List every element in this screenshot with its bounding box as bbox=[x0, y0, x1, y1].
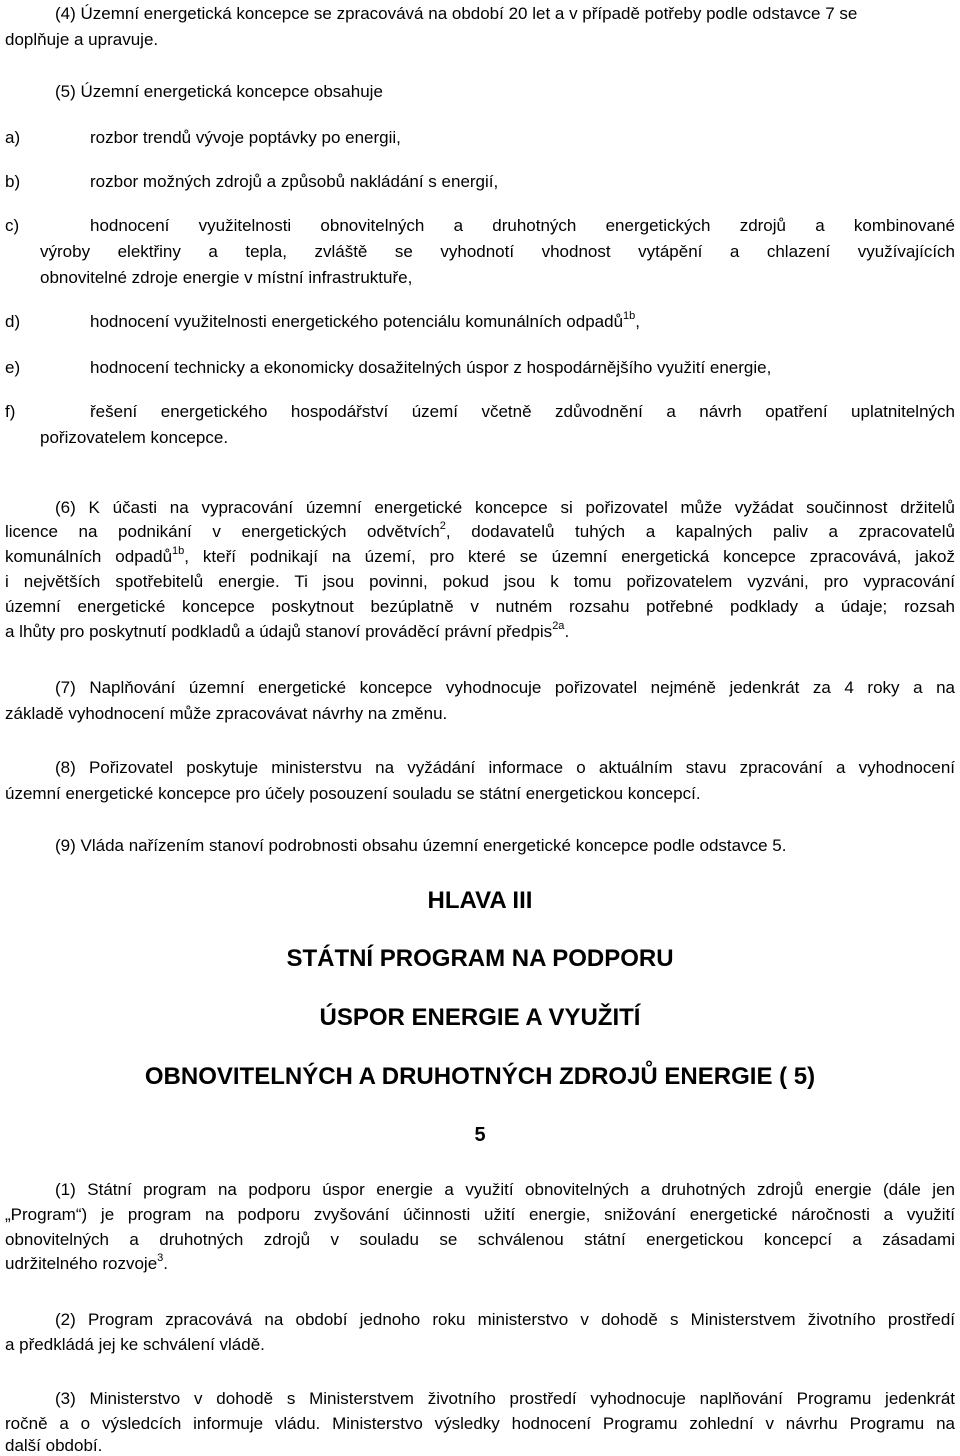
item-a-text: rozbor trendů vývoje poptávky po energii, bbox=[90, 128, 401, 147]
para-7-line-1: (7) Naplňování územní energetické koncepce vyhodnocuje pořizovatel nejméně jedenkrát za 4 roky a na bbox=[55, 678, 955, 697]
item-c-label: c) bbox=[5, 216, 20, 235]
item-f-label: f) bbox=[5, 402, 16, 421]
chapter-heading: HLAVA III bbox=[427, 887, 533, 914]
s5-para-3-line-2: ročně a o výsledcích informuje vládu. Ministerstvo výsledky hodnocení Programu zohlední v návrhu Programu na bbox=[5, 1414, 955, 1433]
para-6-line-2 bbox=[5, 522, 955, 542]
item-c-line-3: obnovitelné zdroje energie v místní infrastruktuře, bbox=[40, 268, 413, 287]
para-6-line-3a: komunálních odpadů bbox=[5, 547, 173, 566]
s5-para-1-line-3: obnovitelných a druhotných zdrojů v souladu se schválenou státní energetickou koncepcí a zásadami bbox=[5, 1230, 955, 1249]
item-f-line-2: pořizovatelem koncepce. bbox=[40, 428, 229, 447]
s5-para-3-line-1: (3) Ministerstvo v dohodě s Ministerstvem životního prostředí vyhodnocuje naplňování Programu jedenkrát bbox=[55, 1389, 955, 1408]
item-b-label: b) bbox=[5, 172, 21, 191]
s5-para-1-line-1: (1) Státní program na podporu úspor energie a využití obnovitelných a druhotných zdrojů energie (dále jen bbox=[55, 1180, 955, 1199]
para-5-intro: (5) Územní energetická koncepce obsahuje bbox=[55, 82, 383, 101]
item-f-line-1: řešení energetického hospodářství území včetně zdůvodnění a návrh opatření uplatnitelných bbox=[90, 402, 955, 421]
chapter-title-line-3: OBNOVITELNÝCH A DRUHOTNÝCH ZDROJŮ ENERGIE ( 5) bbox=[144, 1063, 816, 1090]
s5-para-3-line-3: další období. bbox=[5, 1436, 103, 1455]
footnote-ref-2: 2 bbox=[439, 520, 446, 533]
item-a-label: a) bbox=[5, 128, 21, 147]
para-6-line-5: územní energetické koncepce poskytnout bezúplatně v nutném rozsahu potřebné podklady a údaje; rozsah bbox=[5, 597, 955, 616]
item-d-tail: , bbox=[635, 312, 641, 331]
item-b-text: rozbor možných zdrojů a způsobů nakládání s energií, bbox=[90, 172, 499, 191]
item-d-body: hodnocení využitelnosti energetického potenciálu komunálních odpadů bbox=[90, 312, 624, 331]
para-6-line-2b: , dodavatelů tuhých a kapalných paliv a zpracovatelů bbox=[445, 522, 955, 541]
s5-para-1-line-2: „Program“) je program na podporu zvyšování účinnosti užití energie, snižování energetické náročnosti a využití bbox=[5, 1205, 955, 1224]
para-6-line-3b: , kteří podnikají na území, pro které se územní energetická koncepce zpracovává, jakož bbox=[184, 547, 955, 566]
s5-para-1-line-4 bbox=[5, 1254, 168, 1274]
para-6-line-4: i největších spotřebitelů energie. Ti jsou povinni, pokud jsou k tomu pořizovatelem vyzváni, pro vypracování bbox=[5, 572, 955, 591]
footnote-ref-1b: 1b bbox=[623, 310, 636, 323]
item-c-line-1: hodnocení využitelnosti obnovitelných a druhotných energetických zdrojů a kombinované bbox=[90, 216, 955, 235]
para-6-line-6 bbox=[5, 622, 569, 642]
footnote-ref-2a: 2a bbox=[552, 620, 565, 633]
para-6-line-6a: a lhůty pro poskytnutí podkladů a údajů stanoví prováděcí právní předpis bbox=[5, 622, 553, 641]
s5-para-2-line-1: (2) Program zpracovává na období jednoho roku ministerstvo v dohodě s Ministerstvem životního prostředí bbox=[55, 1310, 955, 1329]
item-d-label: d) bbox=[5, 312, 21, 331]
para-6-line-2a: licence na podnikání v energetických odvětvích bbox=[5, 522, 440, 541]
s5-para-1-line-4a: udržitelného rozvoje bbox=[5, 1254, 158, 1273]
footnote-ref-1b: 1b bbox=[172, 545, 185, 558]
para-8-line-1: (8) Pořizovatel poskytuje ministerstvu na vyžádání informace o aktuálním stavu zpracování a vyhodnocení bbox=[55, 758, 955, 777]
para-6-line-6b: . bbox=[564, 622, 570, 641]
item-c-line-2: výroby elektřiny a tepla, zvláště se vyhodnotí vhodnost vytápění a chlazení využívajících bbox=[40, 242, 955, 261]
item-d-text bbox=[90, 312, 640, 332]
para-7-line-2: základě vyhodnocení může zpracovávat návrhy na změnu. bbox=[5, 704, 448, 723]
para-4-line-1: (4) Územní energetická koncepce se zpracovává na období 20 let a v případě potřeby podle odstavce 7 se bbox=[55, 4, 858, 23]
footnote-ref-3: 3 bbox=[157, 1252, 164, 1265]
item-e-text: hodnocení technicky a ekonomicky dosažitelných úspor z hospodárnějšího využití energie, bbox=[90, 358, 772, 377]
s5-para-1-line-4b: . bbox=[163, 1254, 169, 1273]
para-8-line-2: územní energetické koncepce pro účely posouzení souladu se státní energetickou koncepcí. bbox=[5, 784, 701, 803]
item-e-label: e) bbox=[5, 358, 21, 377]
chapter-title-line-1: STÁTNÍ PROGRAM NA PODPORU bbox=[286, 945, 674, 972]
para-6-line-3 bbox=[5, 547, 955, 567]
para-4-line-2: doplňuje a upravuje. bbox=[5, 30, 159, 49]
s5-para-2-line-2: a předkládá jej ke schválení vládě. bbox=[5, 1335, 265, 1354]
para-9: (9) Vláda nařízením stanoví podrobnosti obsahu územní energetické koncepce podle odstavce 5. bbox=[55, 836, 787, 855]
chapter-title-line-2: ÚSPOR ENERGIE A VYUŽITÍ bbox=[319, 1004, 641, 1031]
section-heading: 5 bbox=[474, 1124, 486, 1146]
para-6-line-1: (6) K účasti na vypracování územní energetické koncepce si pořizovatel může vyžádat součinnost držitelů bbox=[55, 498, 955, 517]
